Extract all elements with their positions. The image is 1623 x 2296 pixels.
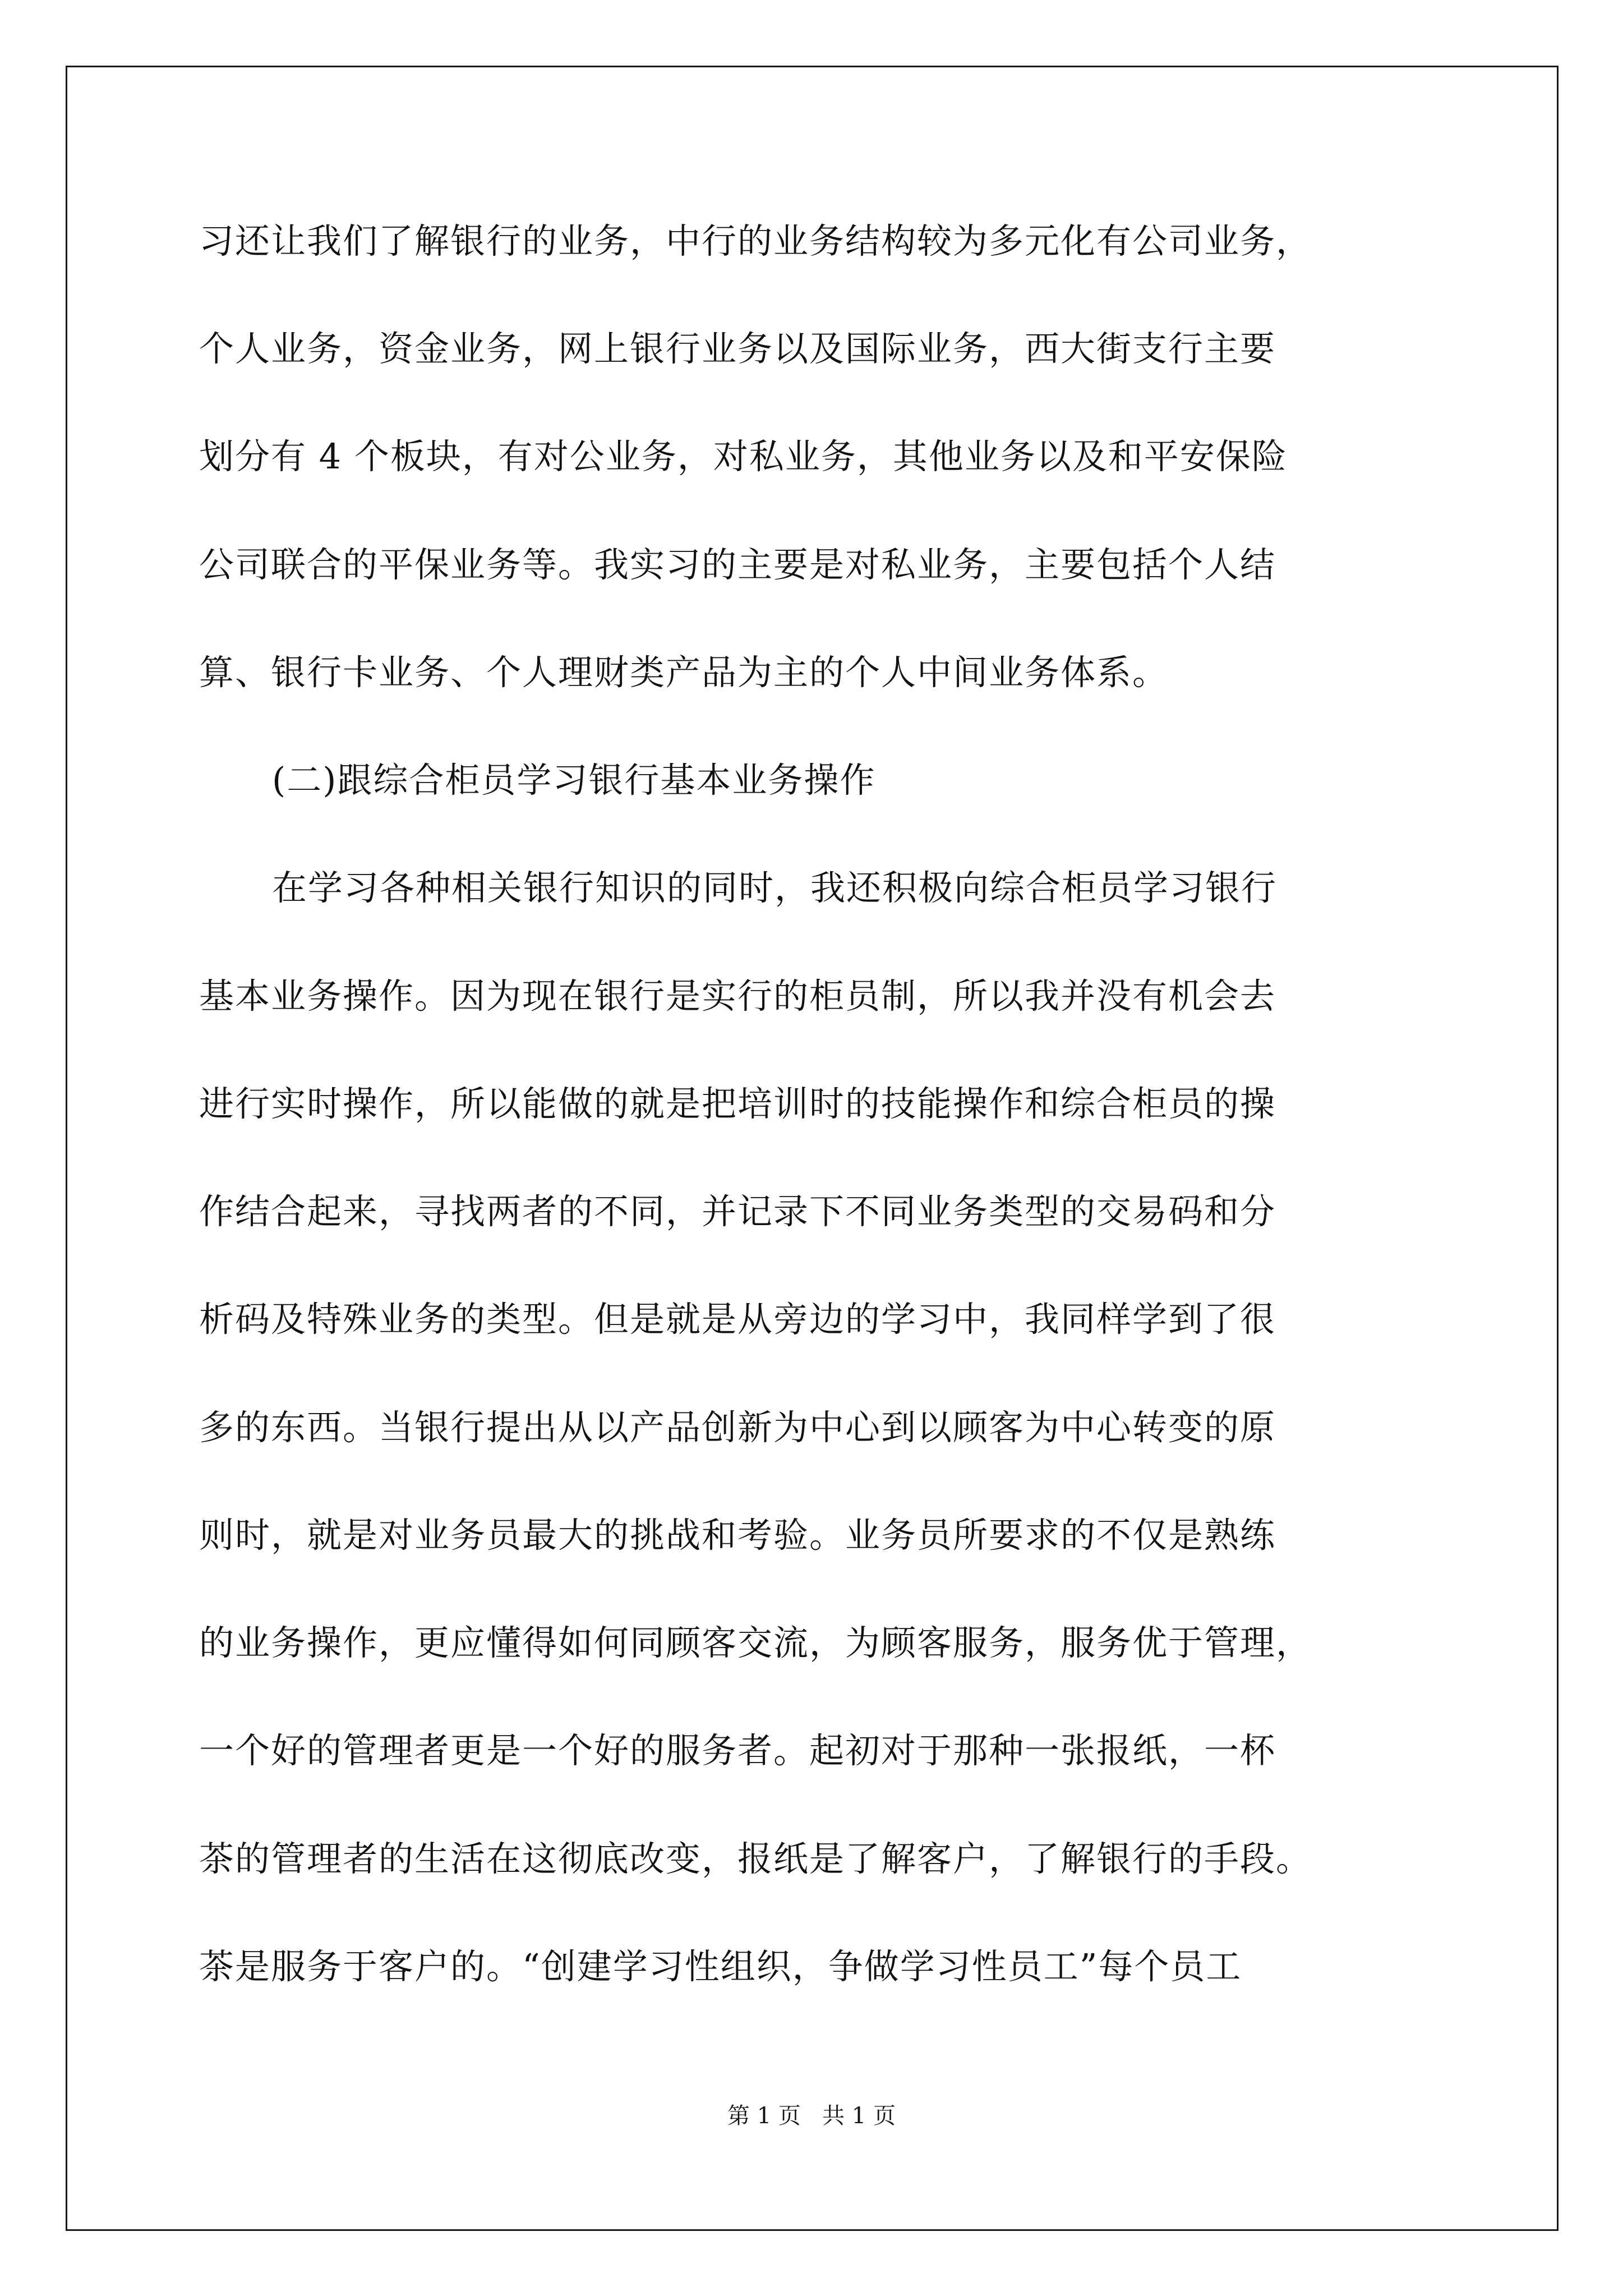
text-line: 个人业务，资金业务，网上银行业务以及国际业务，西大街支行主要 (199, 328, 1276, 369)
text-line: 作结合起来，寻找两者的不同，并记录下不同业务类型的交易码和分 (199, 1191, 1276, 1232)
text-line: 茶的管理者的生活在这彻底改变，报纸是了解客户，了解银行的手段。 (199, 1838, 1312, 1879)
text-line: 进行实时操作，所以能做的就是把培训时的技能操作和综合柜员的操 (199, 1083, 1276, 1124)
text-line: 多的东西。当银行提出从以产品创新为中心到以顾客为中心转变的原 (199, 1407, 1276, 1448)
text-line: 茶是服务于客户的。“创建学习性组织，争做学习性员工”每个员工 (199, 1946, 1242, 1987)
text-line: 的业务操作，更应懂得如何同顾客交流，为顾客服务，服务优于管理， (199, 1622, 1312, 1663)
section-heading: (二)跟综合柜员学习银行基本业务操作 (272, 760, 876, 800)
text-line: 算、银行卡业务、个人理财类产品为主的个人中间业务体系。 (199, 652, 1169, 693)
text-line: 一个好的管理者更是一个好的服务者。起初对于那种一张报纸，一杯 (199, 1730, 1276, 1771)
text-line: 公司联合的平保业务等。我实习的主要是对私业务，主要包括个人结 (199, 544, 1276, 585)
page-border (66, 66, 1559, 2231)
text-line: 则时，就是对业务员最大的挑战和考验。业务员所要求的不仅是熟练 (199, 1515, 1276, 1556)
text-line: 基本业务操作。因为现在银行是实行的柜员制，所以我并没有机会去 (199, 976, 1276, 1016)
text-line: 析码及特殊业务的类型。但是就是从旁边的学习中，我同样学到了很 (199, 1299, 1276, 1340)
text-line: 划分有 4 个板块，有对公业务，对私业务，其他业务以及和平安保险 (199, 436, 1288, 477)
text-line: 习还让我们了解银行的业务，中行的业务结构较为多元化有公司业务， (199, 220, 1312, 261)
page-footer: 第 1 页 共 1 页 (727, 2103, 896, 2129)
text-line: 在学习各种相关银行知识的同时，我还积极向综合柜员学习银行 (272, 867, 1278, 908)
